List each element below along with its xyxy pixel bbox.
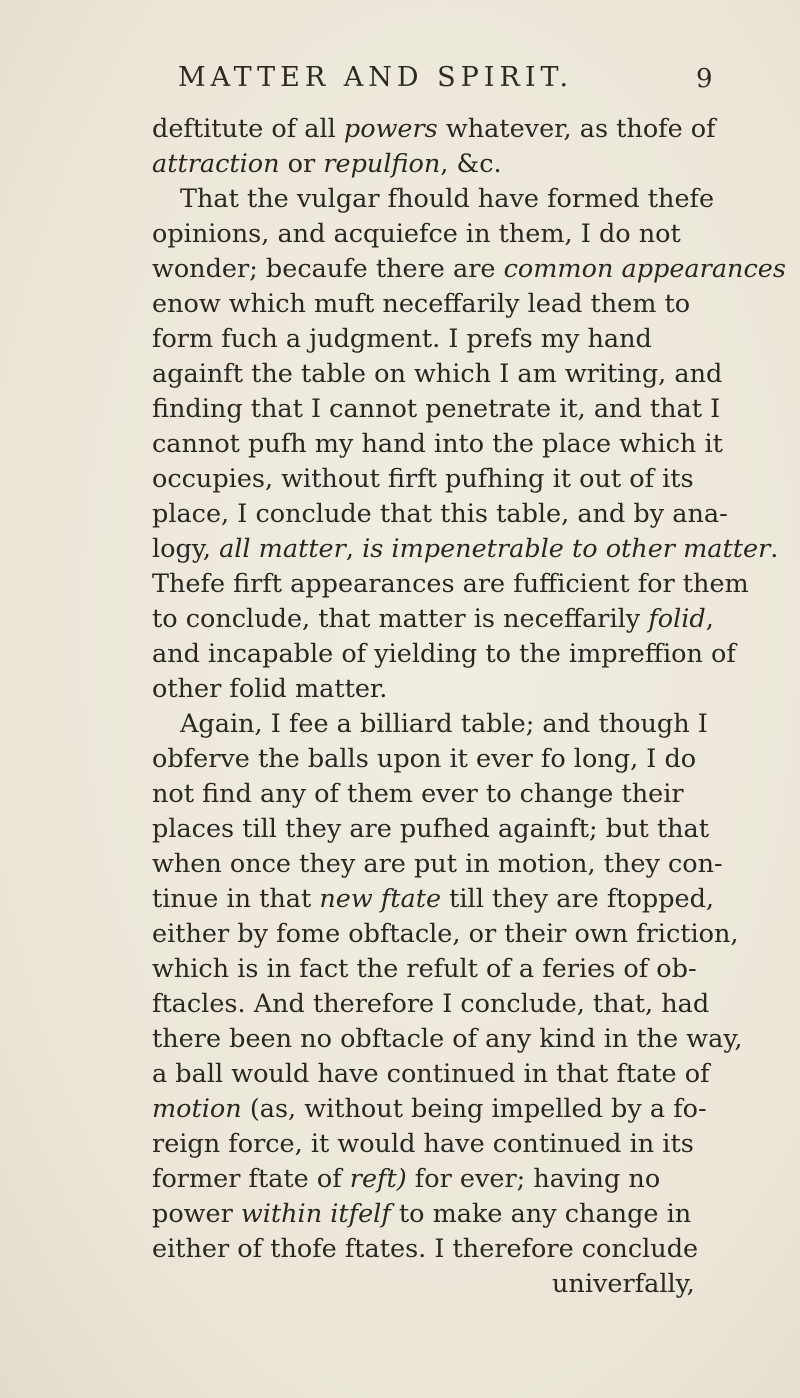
text-line: other folid matter. [152, 674, 388, 704]
text-line: motion (as, without being impelled by a fo- [152, 1094, 707, 1124]
text-line: opinions, and acquiefce in them, I do not [152, 219, 681, 249]
text-line: reign force, it would have continued in its [152, 1129, 694, 1159]
text-line: obferve the balls upon it ever fo long, I do [152, 744, 697, 774]
running-title: MATTER AND SPIRIT. [178, 62, 574, 93]
text-line: Again, I fee a billiard table; and though I [180, 709, 708, 739]
text-line: and incapable of yielding to the impreffion of [152, 639, 736, 669]
text-line: there been no obftacle of any kind in the way, [152, 1024, 743, 1054]
text-line: attraction or repulfion, &c. [152, 149, 502, 179]
text-line: places till they are pufhed againft; but that [152, 814, 709, 844]
text-line: either by fome obftacle, or their own friction, [152, 919, 739, 949]
text-line: cannot pufh my hand into the place which it [152, 429, 723, 459]
text-line: not find any of them ever to change their [152, 779, 684, 809]
text-line: to conclude, that matter is neceffarily folid, [152, 604, 714, 634]
text-line: when once they are put in motion, they con- [152, 849, 723, 879]
text-line: wonder; becaufe there are common appearances [152, 254, 786, 284]
text-line: a ball would have continued in that ftate of [152, 1059, 710, 1089]
catchword: univerfally, [552, 1269, 695, 1299]
text-line: Thefe firft appearances are fufficient for them [152, 569, 749, 599]
text-line: enow which muft neceffarily lead them to [152, 289, 691, 319]
text-line: which is in fact the refult of a feries of ob- [152, 954, 697, 984]
text-line: occupies, without firft pufhing it out of its [152, 464, 694, 494]
text-line: either of thofe ftates. I therefore conclude [152, 1234, 699, 1264]
page-number: 9 [696, 64, 713, 94]
text-line: That the vulgar fhould have formed thefe [180, 184, 715, 214]
text-line: place, I conclude that this table, and by ana- [152, 499, 728, 529]
text-line: former ftate of reft) for ever; having no [152, 1164, 661, 1194]
text-line: form fuch a judgment. I prefs my hand [152, 324, 652, 354]
text-line: deftitute of all powers whatever, as thofe of [152, 114, 716, 144]
text-line: againft the table on which I am writing, and [152, 359, 723, 389]
text-line: logy, all matter, is impenetrable to other matter. [152, 534, 779, 564]
text-line: finding that I cannot penetrate it, and that I [152, 394, 721, 424]
text-line: tinue in that new ftate till they are ftopped, [152, 884, 715, 914]
text-line: ftacles. And therefore I conclude, that, had [152, 989, 710, 1019]
text-line: power within itfelf to make any change in [152, 1199, 692, 1229]
